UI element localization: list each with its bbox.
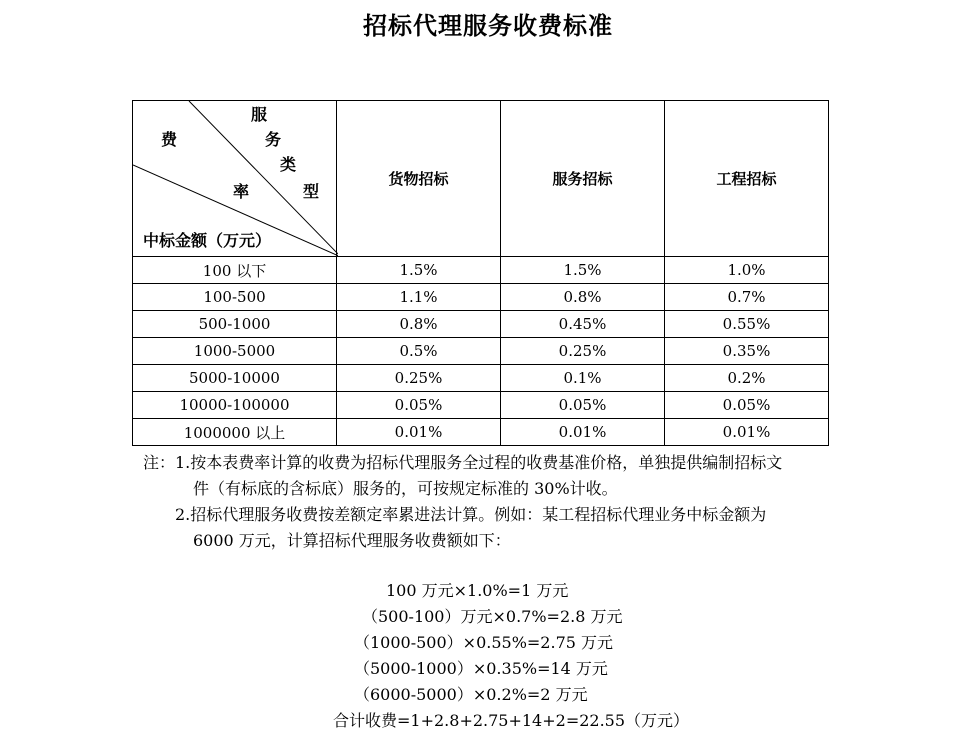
table-row: [133, 392, 829, 419]
note-1-line-2: 件（有标底的含标底）服务的，可按规定标准的 30%计收。: [193, 479, 618, 498]
rate-cell: 0.01%: [501, 419, 665, 446]
corner-fee-char: 费: [161, 130, 178, 149]
rate-cell: 0.8%: [501, 284, 665, 311]
table-row: [133, 284, 829, 311]
rate-cell: 0.01%: [337, 419, 501, 446]
range-cell: 500-1000: [133, 311, 337, 338]
column-header-goods: 货物招标: [337, 101, 501, 257]
corner-service-char-3: 类: [280, 155, 297, 174]
note-2-line-2: 6000 万元，计算招标代理服务收费额如下：: [193, 531, 511, 550]
corner-service-char-4: 型: [303, 182, 320, 201]
rate-cell: 1.0%: [665, 257, 829, 284]
rate-cell: 0.35%: [665, 338, 829, 365]
rate-cell: 0.05%: [501, 392, 665, 419]
range-cell: 10000-100000: [133, 392, 337, 419]
range-cell: 1000000 以上: [133, 419, 337, 446]
column-header-services: 服务招标: [501, 101, 665, 257]
note-1-line-1: 注：1.按本表费率计算的收费为招标代理服务全过程的收费基准价格，单独提供编制招标文: [143, 453, 783, 472]
rate-cell: 0.2%: [665, 365, 829, 392]
range-cell: 100 以下: [133, 257, 337, 284]
table-row: [133, 257, 829, 284]
rate-cell: 0.25%: [501, 338, 665, 365]
table-row: [133, 419, 829, 446]
rate-cell: 0.01%: [665, 419, 829, 446]
calc-total-line: 合计收费=1+2.8+2.75+14+2=22.55（万元）: [333, 711, 690, 730]
table-header-row: [133, 101, 829, 257]
table-row: [133, 311, 829, 338]
page-title: 招标代理服务收费标准: [363, 11, 613, 40]
corner-service-char-1: 服: [251, 105, 268, 124]
corner-rate-char: 率: [233, 182, 250, 201]
note-2-line-1: 2.招标代理服务收费按差额定率累进法计算。例如：某工程招标代理业务中标金额为: [175, 505, 767, 524]
rate-cell: 0.55%: [665, 311, 829, 338]
range-cell: 5000-10000: [133, 365, 337, 392]
calc-line: （6000-5000）×0.2%=2 万元: [354, 685, 588, 704]
calc-line: （500-100）万元×0.7%=2.8 万元: [362, 607, 623, 626]
rate-cell: 0.8%: [337, 311, 501, 338]
rate-cell: 0.45%: [501, 311, 665, 338]
calc-line: （1000-500）×0.55%=2.75 万元: [354, 633, 614, 652]
rate-cell: 0.25%: [337, 365, 501, 392]
range-cell: 100-500: [133, 284, 337, 311]
corner-service-char-2: 务: [265, 130, 282, 149]
corner-amount-label: 中标金额（万元）: [143, 231, 272, 250]
calc-line: 100 万元×1.0%=1 万元: [386, 581, 569, 600]
rate-cell: 1.1%: [337, 284, 501, 311]
rate-cell: 0.05%: [337, 392, 501, 419]
rate-cell: 0.7%: [665, 284, 829, 311]
range-cell: 1000-5000: [133, 338, 337, 365]
rate-cell: 1.5%: [501, 257, 665, 284]
rate-cell: 0.5%: [337, 338, 501, 365]
table-row: [133, 338, 829, 365]
calc-line: （5000-1000）×0.35%=14 万元: [354, 659, 608, 678]
fee-table: [132, 100, 829, 446]
rate-cell: 1.5%: [337, 257, 501, 284]
rate-cell: 0.05%: [665, 392, 829, 419]
column-header-engineering: 工程招标: [665, 101, 829, 257]
table-row: [133, 365, 829, 392]
rate-cell: 0.1%: [501, 365, 665, 392]
corner-header-cell: [133, 101, 337, 257]
